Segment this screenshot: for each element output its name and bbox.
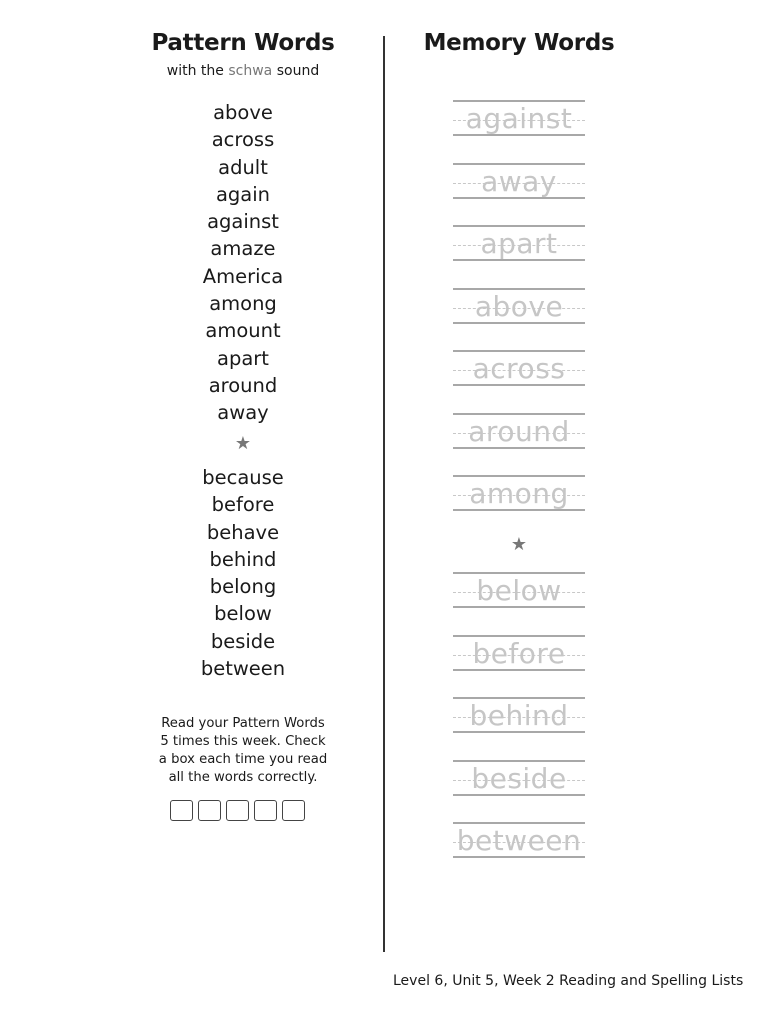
tracing-row[interactable]: [453, 413, 585, 455]
read-checkbox[interactable]: [254, 800, 277, 821]
tracing-row[interactable]: [453, 288, 585, 330]
pattern-word: because: [202, 466, 284, 489]
pattern-word: adult: [218, 155, 268, 179]
read-checkbox[interactable]: [282, 800, 305, 821]
pattern-word: around: [208, 373, 278, 397]
read-checkbox[interactable]: [170, 800, 193, 821]
trace-word: beside: [471, 761, 567, 795]
pattern-word: across: [211, 128, 275, 152]
pattern-word: among: [209, 292, 277, 316]
read-checkbox[interactable]: [226, 800, 249, 821]
star-icon: ★: [234, 433, 252, 454]
pattern-word: beside: [210, 629, 276, 653]
trace-word: before: [472, 636, 566, 670]
tracing-row[interactable]: [453, 350, 585, 392]
tracing-row[interactable]: [453, 572, 585, 614]
tracing-row[interactable]: [453, 760, 585, 802]
tracing-row[interactable]: [453, 100, 585, 142]
pattern-word: against: [207, 210, 279, 234]
pattern-word: between: [200, 657, 286, 681]
trace-word: below: [476, 574, 562, 607]
pattern-word: again: [215, 182, 271, 206]
pattern-word: before: [211, 493, 275, 517]
pattern-word: behave: [206, 520, 280, 544]
pattern-word: amaze: [210, 237, 276, 261]
reading-instructions: Read your Pattern Words 5 times this week. Check a box each time you read all the words correctly.: [158, 716, 328, 785]
pattern-word-list-a: [130, 99, 356, 427]
pattern-word: above: [213, 101, 273, 124]
tracing-row[interactable]: [453, 163, 585, 205]
pattern-word: behind: [209, 547, 277, 571]
trace-word: against: [465, 102, 573, 135]
pattern-word: apart: [217, 346, 269, 370]
pattern-words-title: Pattern Words: [151, 30, 335, 56]
page-footer: Level 6, Unit 5, Week 2 Reading and Spelling Lists: [393, 973, 744, 989]
trace-word: behind: [469, 699, 569, 732]
trace-word: between: [456, 824, 582, 857]
subtitle-post: sound: [272, 63, 320, 79]
trace-word: away: [481, 164, 557, 198]
trace-word: across: [472, 352, 566, 385]
pattern-word: belong: [209, 575, 277, 599]
pattern-words-subtitle: [130, 63, 356, 79]
trace-word: around: [468, 414, 570, 448]
pattern-word: away: [217, 401, 269, 425]
checkbox-row: [170, 800, 305, 821]
trace-word: among: [469, 477, 569, 510]
tracing-row[interactable]: [453, 475, 585, 517]
subtitle-pre: with the: [166, 63, 229, 79]
pattern-word: below: [214, 602, 272, 626]
tracing-row[interactable]: [453, 822, 585, 864]
trace-word: above: [474, 289, 564, 323]
trace-word: apart: [480, 227, 558, 260]
tracing-row[interactable]: [453, 697, 585, 739]
column-divider: [383, 36, 385, 952]
tracing-row[interactable]: [453, 225, 585, 267]
tracing-row[interactable]: [453, 635, 585, 677]
subtitle-accent: schwa: [228, 63, 273, 79]
read-checkbox[interactable]: [198, 800, 221, 821]
star-icon: ★: [510, 534, 528, 555]
memory-words-title: Memory Words: [423, 30, 615, 56]
pattern-word-list-b: [130, 464, 356, 682]
pattern-word: amount: [205, 319, 281, 343]
pattern-word: America: [202, 264, 284, 288]
